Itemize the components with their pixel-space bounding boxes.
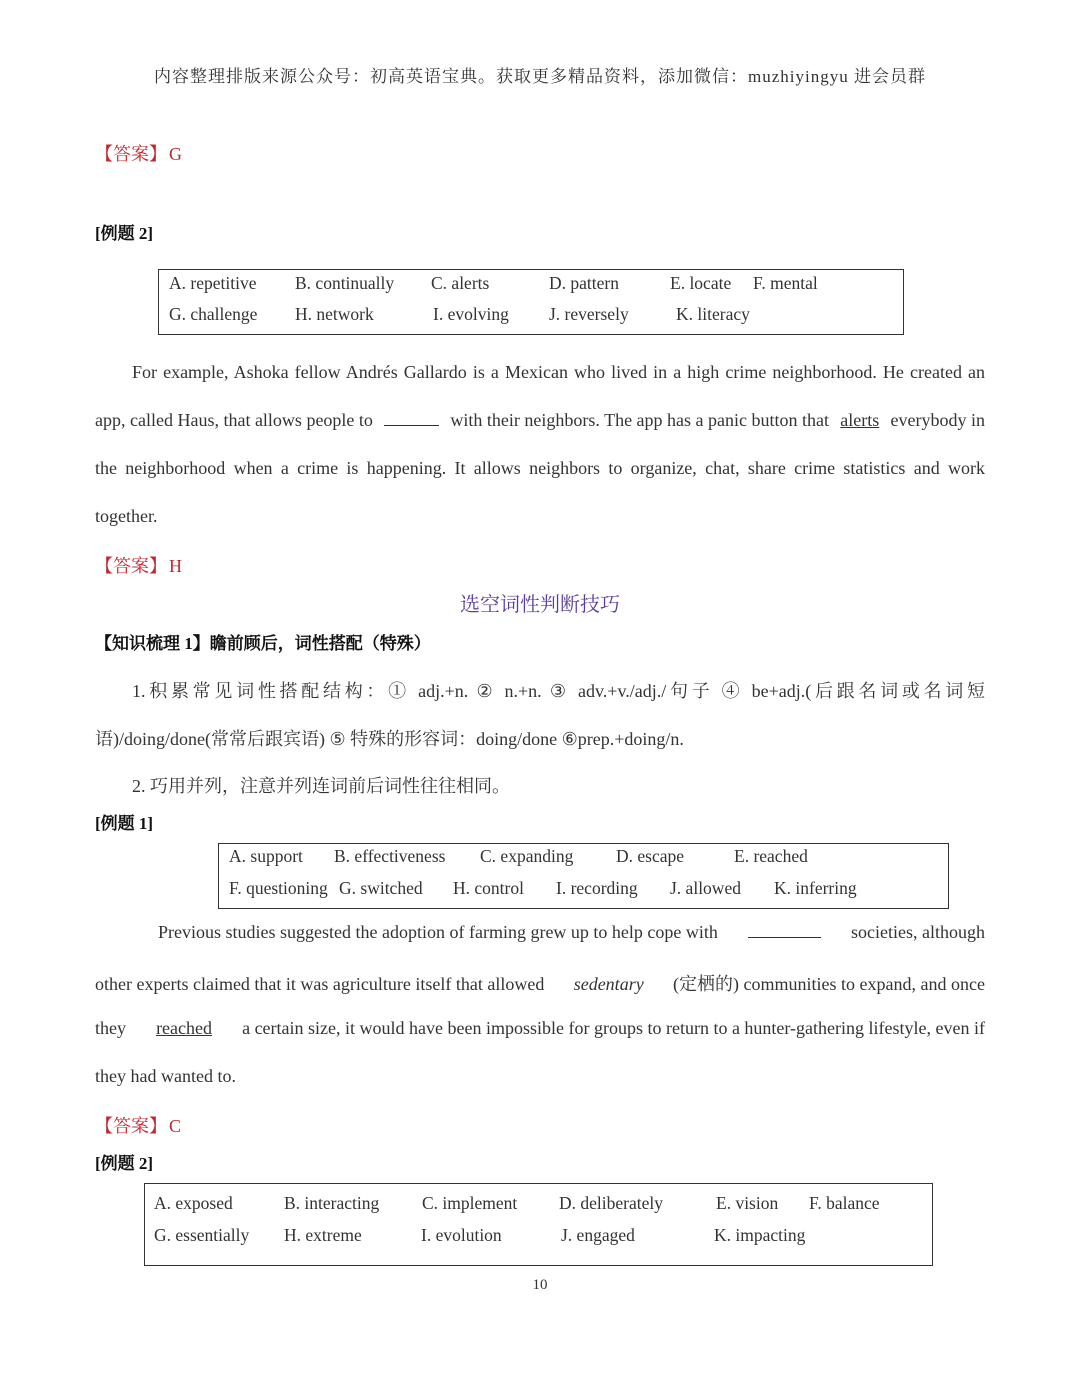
option: B. interacting [284, 1193, 380, 1213]
option: D. pattern [549, 273, 619, 293]
example-label: [例题 2] [95, 224, 154, 243]
answer-blank [384, 411, 439, 426]
option: E. vision [716, 1193, 779, 1213]
option: K. impacting [714, 1225, 806, 1245]
paragraph-line: For example, Ashoka fellow Andrés Gallardo is a Mexican who lived in a high crime neighborhood. He created an [132, 362, 985, 382]
option: J. engaged [561, 1225, 635, 1245]
option: F. balance [809, 1193, 880, 1213]
options-box-1 [158, 269, 904, 335]
options-box-3 [144, 1183, 933, 1266]
text: (定栖的) communities to expand, and once [673, 974, 985, 994]
example-label: [例题 2] [95, 1154, 154, 1173]
option: D. deliberately [559, 1193, 663, 1213]
italic-word: sedentary [573, 974, 644, 994]
answer-value: C [169, 1116, 182, 1136]
option: A. support [229, 846, 303, 866]
text: everybody in [890, 410, 985, 430]
page-header: 内容整理排版来源公众号：初高英语宝典。获取更多精品资料，添加微信：muzhiyingyu 进会员群 [154, 67, 926, 86]
knowledge-line: 1.积累常见词性搭配结构：① adj.+n. ② n.+n. ③ adv.+v./adj./句子 ④ be+adj.(后跟名词或名词短 [132, 681, 985, 701]
underlined-word: alerts [840, 410, 880, 430]
option: J. allowed [670, 878, 741, 898]
paragraph-line [95, 970, 985, 996]
option: F. mental [753, 273, 818, 293]
option: G. challenge [169, 304, 258, 324]
text: app, called Haus, that allows people to [95, 410, 373, 430]
option: F. questioning [229, 878, 328, 898]
option: K. inferring [774, 878, 857, 898]
option: B. effectiveness [334, 846, 446, 866]
option: C. implement [422, 1193, 518, 1213]
answer-line [95, 1112, 181, 1138]
answer-label: 【答案】 [95, 1116, 167, 1136]
answer-label: 【答案】 [95, 556, 167, 576]
option: K. literacy [676, 304, 750, 324]
option: G. switched [339, 878, 423, 898]
option: B. continually [295, 273, 395, 293]
option: H. extreme [284, 1225, 362, 1245]
knowledge-title: 【知识梳理 1】瞻前顾后，词性搭配（特殊） [95, 634, 431, 653]
text: other experts claimed that it was agriculture itself that allowed [95, 974, 545, 994]
knowledge-line: 语)/doing/done(常常后跟宾语) ⑤ 特殊的形容词：doing/done ⑥prep.+doing/n. [95, 729, 684, 749]
answer-value: H [169, 556, 182, 576]
option: H. control [453, 878, 524, 898]
page-number: 10 [532, 1277, 548, 1293]
option: G. essentially [154, 1225, 250, 1245]
option: A. repetitive [169, 273, 257, 293]
paragraph-line [158, 922, 985, 943]
text: societies, although [851, 922, 985, 942]
text: with their neighbors. The app has a panic button that [450, 410, 830, 430]
paragraph-line: they had wanted to. [95, 1066, 236, 1086]
paragraph-line [95, 1018, 985, 1039]
option: I. evolving [433, 304, 509, 324]
option: E. locate [670, 273, 732, 293]
knowledge-line: 2. 巧用并列，注意并列连词前后词性往往相同。 [132, 776, 510, 796]
text: Previous studies suggested the adoption of farming grew up to help cope with [158, 922, 718, 942]
paragraph-line: the neighborhood when a crime is happening. It allows neighbors to organize, chat, share crime statistics and work [95, 458, 985, 478]
options-box-2 [218, 843, 949, 909]
option: C. expanding [480, 846, 574, 866]
answer-line [95, 140, 182, 166]
answer-label: 【答案】 [95, 144, 167, 164]
answer-line [95, 552, 182, 578]
paragraph-line: together. [95, 506, 158, 526]
option: A. exposed [154, 1193, 233, 1213]
text: they [95, 1018, 126, 1038]
answer-value: G [169, 144, 182, 164]
section-title: 选空词性判断技巧 [460, 594, 620, 616]
option: E. reached [734, 846, 808, 866]
example-label: [例题 1] [95, 814, 154, 833]
option: C. alerts [431, 273, 490, 293]
underlined-word: reached [156, 1018, 213, 1038]
option: I. evolution [421, 1225, 502, 1245]
text: a certain size, it would have been impossible for groups to return to a hunter-gathering lifestyle, even if [242, 1018, 985, 1038]
option: D. escape [616, 846, 685, 866]
option: I. recording [556, 878, 638, 898]
option: H. network [295, 304, 374, 324]
paragraph-line [95, 410, 985, 431]
answer-blank [748, 923, 821, 938]
option: J. reversely [549, 304, 629, 324]
